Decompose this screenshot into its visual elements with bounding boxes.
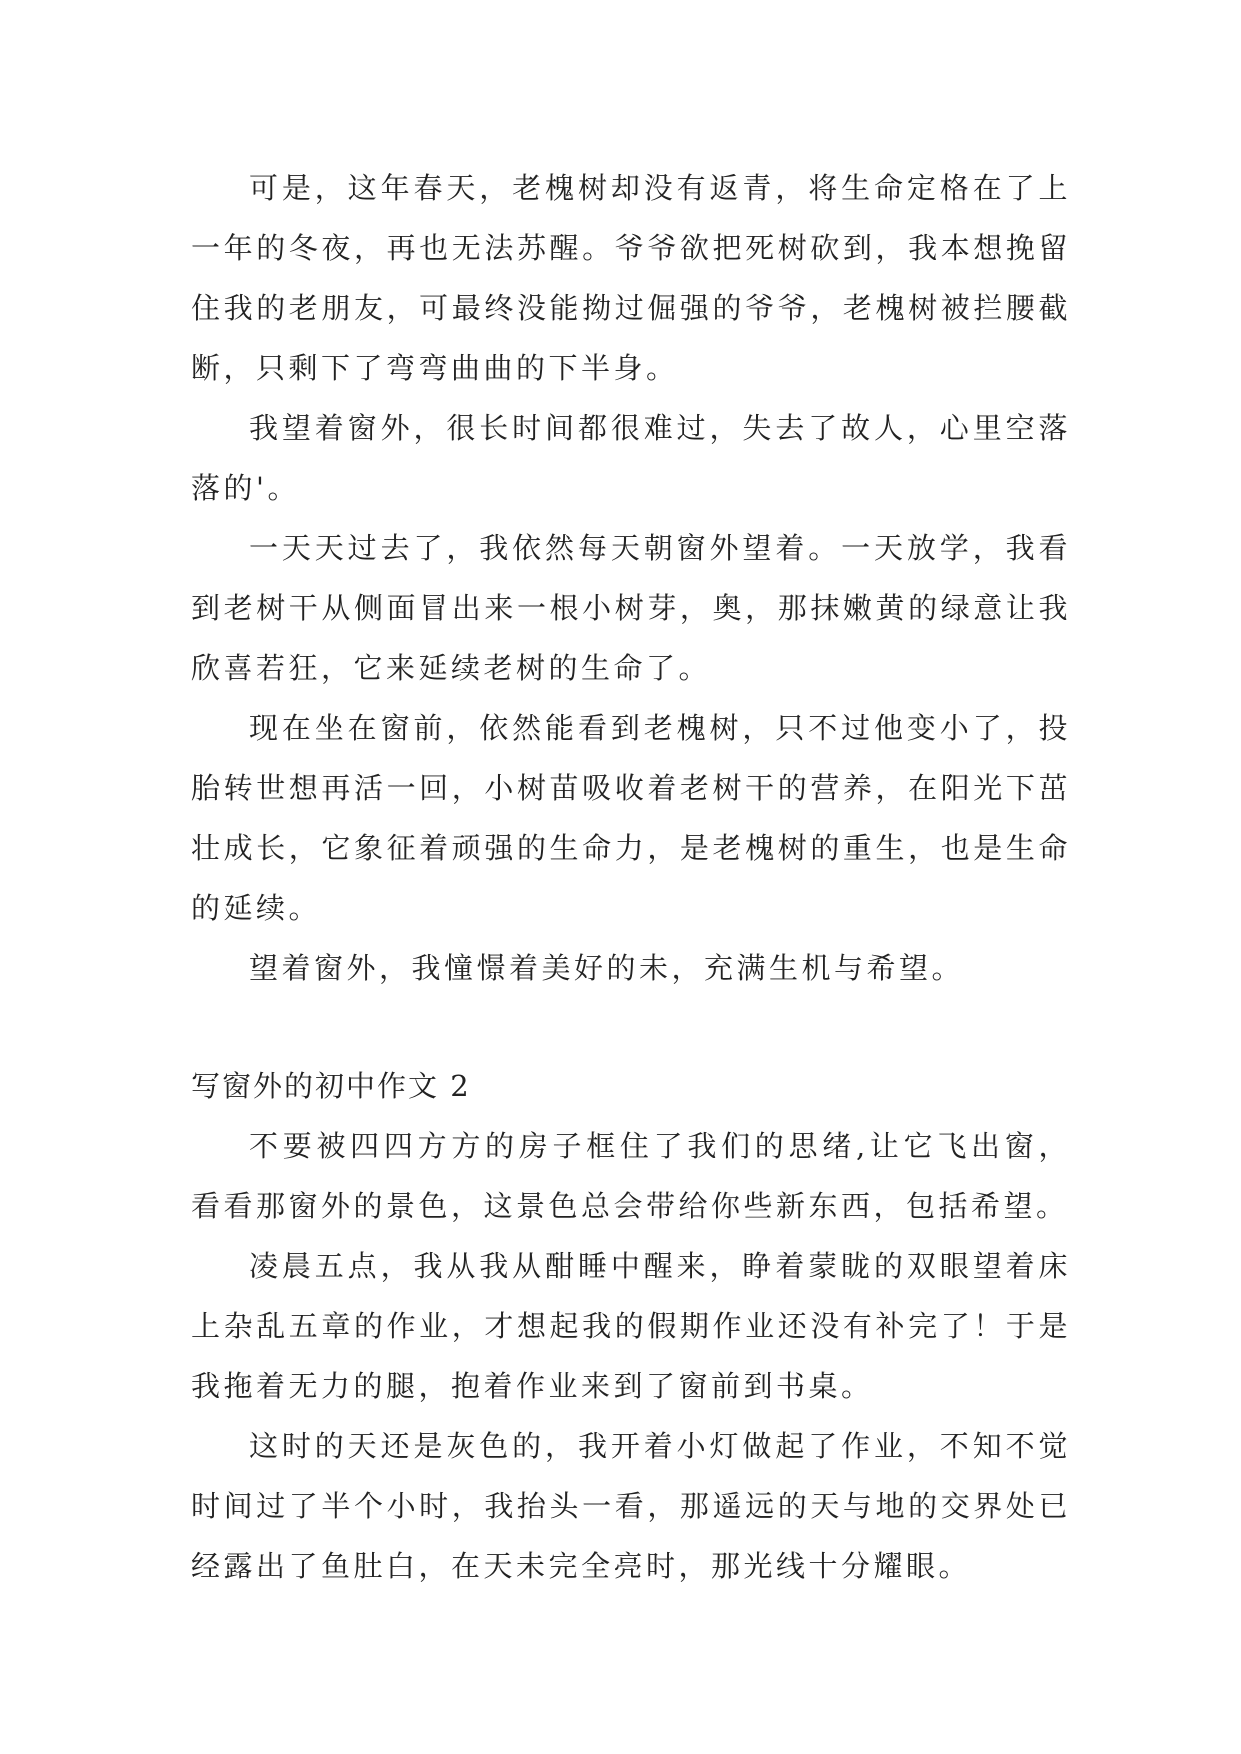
paragraph: 不要被四四方方的房子框住了我们的思绪,让它飞出窗，看看那窗外的景色，这景色总会带给你些新东西，包括希望。 [191,1129,1071,1223]
paragraph: 现在坐在窗前，依然能看到老槐树，只不过他变小了，投胎转世想再活一回，小树苗吸收着老树干的营养，在阳光下茁壮成长，它象征着顽强的生命力，是老槐树的重生，也是生命的延续。 [191,711,1071,925]
paragraph: 凌晨五点，我从我从酣睡中醒来，睁着蒙眬的双眼望着床上杂乱五章的作业，才想起我的假期作业还没有补完了！于是我拖着无力的腿，抱着作业来到了窗前到书桌。 [191,1249,1071,1403]
section-heading: 写窗外的初中作文 2 [191,1069,471,1103]
paragraph: 可是，这年春天，老槐树却没有返青，将生命定格在了上一年的冬夜，再也无法苏醒。爷爷欲把死树砍到，我本想挽留住我的老朋友，可最终没能拗过倔强的爷爷，老槐树被拦腰截断，只剩下了弯弯曲曲的下半身。 [191,171,1071,385]
paragraph: 一天天过去了，我依然每天朝窗外望着。一天放学，我看到老树干从侧面冒出来一根小树芽，奥，那抹嫩黄的绿意让我欣喜若狂，它来延续老树的生命了。 [191,531,1071,685]
paragraph: 我望着窗外，很长时间都很难过，失去了故人，心里空落落的'。 [191,411,1071,505]
paragraph: 望着窗外，我憧憬着美好的未，充满生机与希望。 [249,951,965,985]
document-body [191,158,1071,1596]
paragraph: 这时的天还是灰色的，我开着小灯做起了作业，不知不觉时间过了半个小时，我抬头一看，那遥远的天与地的交界处已经露出了鱼肚白，在天未完全亮时，那光线十分耀眼。 [191,1429,1071,1583]
